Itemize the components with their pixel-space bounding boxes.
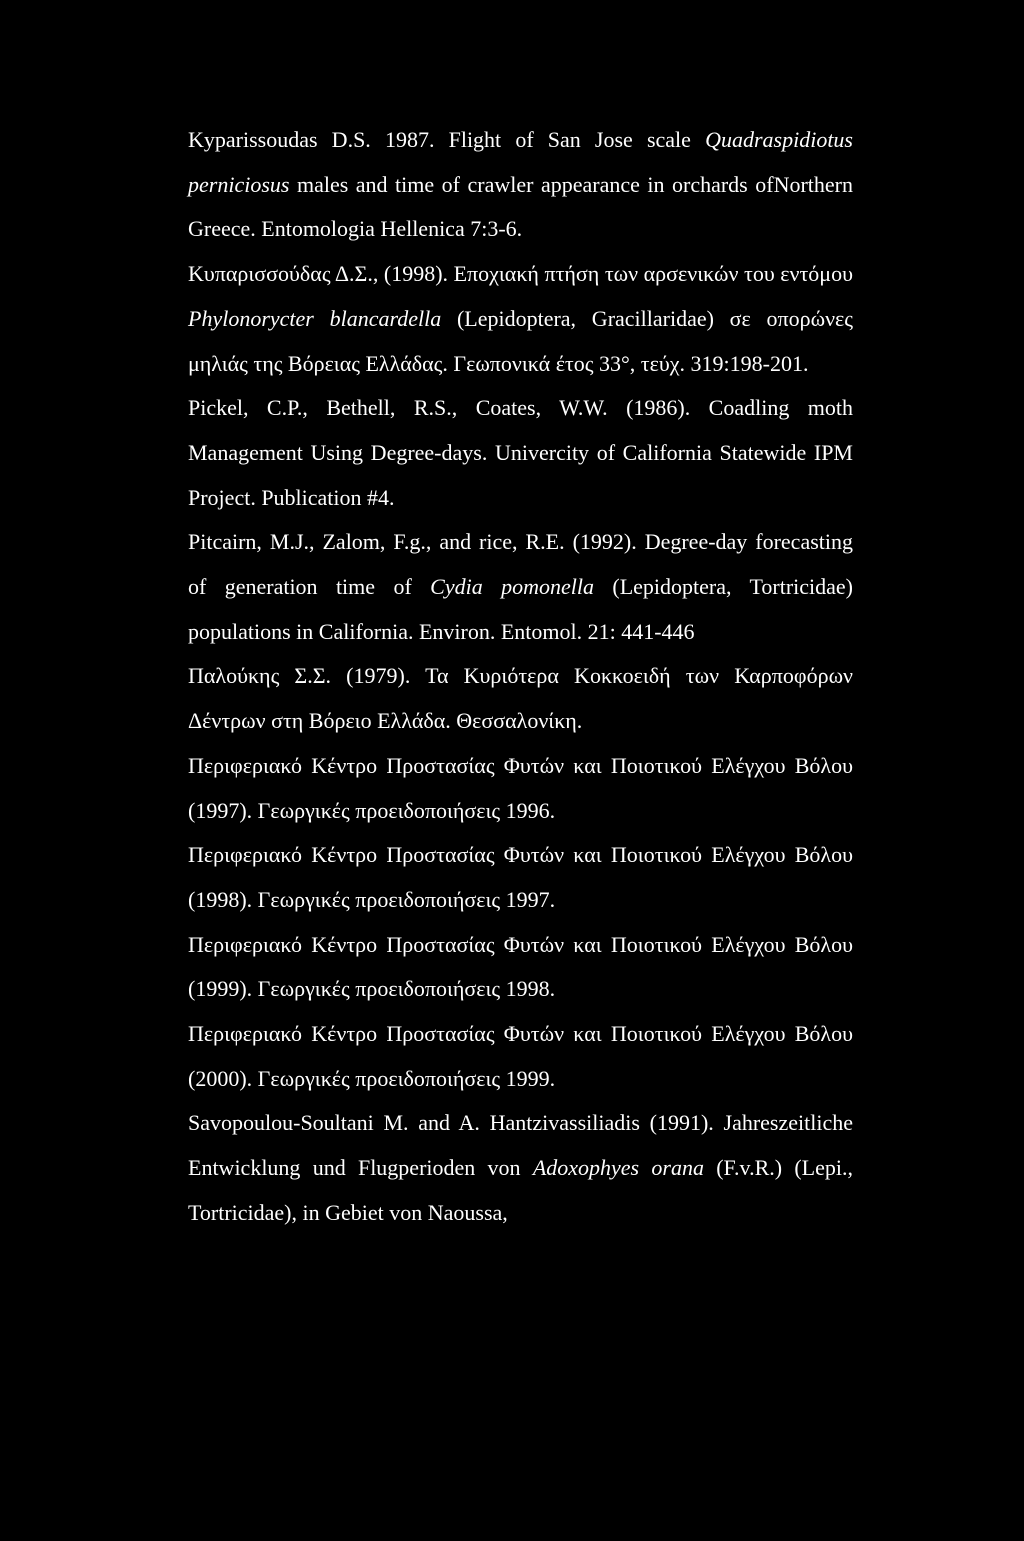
species-name: Phylonorycter blancardella [188, 305, 442, 331]
reference-pitcairn [188, 520, 853, 654]
reference-list [188, 118, 853, 1236]
reference-text: (Lepidoptera, Gracillaridae) σε οπορώνες μηλιάς της Βόρειας Ελλάδας. Γεωπονικά έτος 33°, τεύχ. 319:198-201. [188, 305, 853, 376]
reference-text: Pitcairn, M.J., Zalom, F.g., and rice, R.E. (1992). Degree-day forecasting of generation time of [188, 529, 853, 600]
reference-text: males and time of crawler appearance in orchards ofNorthern Greece. Entomologia Hellenica 7:3-6. [188, 171, 853, 242]
species-name: Adoxophyes orana [532, 1155, 704, 1181]
reference-text: Κυπαρισσούδας Δ.Σ., (1998). Εποχιακή πτήση των αρσενικών του εντόμου [188, 261, 853, 287]
reference-text: Savopoulou-Soultani M. and A. Hantzivassiliadis (1991). Jahreszeitliche Entwicklung und Flugperioden von [188, 1110, 853, 1181]
reference-kyparissoudas [188, 118, 853, 252]
species-name: Quadraspidiotus perniciosus [188, 127, 853, 197]
species-name: Cydia pomonella [430, 574, 594, 600]
reference-kefyp-1997 [188, 744, 853, 833]
reference-pickel [188, 386, 853, 520]
reference-text: Περιφεριακό Κέντρο Προστασίας Φυτών και Ποιοτικού Ελέγχου Βόλου (1998). Γεωργικές προειδοποιήσεις 1997. [188, 842, 853, 912]
reference-text: Παλούκης Σ.Σ. (1979). Τα Κυριότερα Κοκκοειδή των Καρποφόρων Δέντρων στη Βόρειο Ελλάδα. Θεσσαλονίκη. [188, 663, 853, 734]
reference-text: Περιφεριακό Κέντρο Προστασίας Φυτών και Ποιοτικού Ελέγχου Βόλου (1999). Γεωργικές προειδοποιήσεις 1998. [188, 931, 853, 1002]
reference-text: Pickel, C.P., Bethell, R.S., Coates, W.W. (1986). Coadling moth Management Using Degree-days. Univercity of California Statewide IPM Project. Publication #4. [188, 395, 853, 510]
reference-text: Περιφεριακό Κέντρο Προστασίας Φυτών και Ποιοτικού Ελέγχου Βόλου (2000). Γεωργικές προειδοποιήσεις 1999. [188, 1021, 853, 1091]
reference-savopoulou [188, 1101, 853, 1235]
reference-text: (Lepidoptera, Tortricidae) populations in California. Environ. Entomol. 21: 441-446 [188, 574, 853, 644]
reference-text: (F.v.R.) (Lepi., Tortricidae), in Gebiet von Naoussa, [188, 1155, 854, 1225]
reference-text: Kyparissoudas D.S. 1987. Flight of San Jose scale [188, 127, 706, 152]
reference-kefyp-1998 [188, 833, 853, 922]
reference-text: Περιφεριακό Κέντρο Προστασίας Φυτών και Ποιοτικού Ελέγχου Βόλου (1997). Γεωργικές προειδοποιήσεις 1996. [188, 752, 853, 823]
reference-kefyp-1999 [188, 923, 853, 1012]
reference-kyparissoudas-gr [188, 252, 853, 386]
reference-kefyp-2000 [188, 1012, 853, 1101]
reference-paloukis [188, 654, 853, 743]
